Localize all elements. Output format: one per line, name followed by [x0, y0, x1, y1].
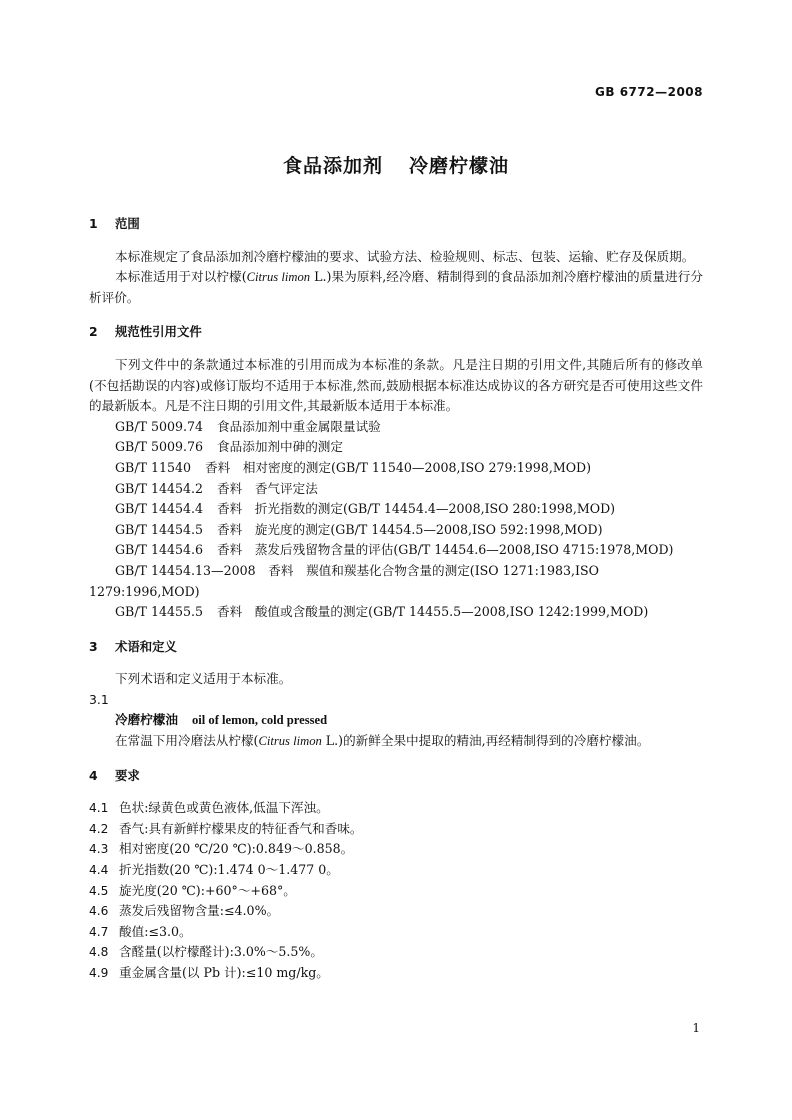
requirement-item — [89, 901, 703, 922]
section-heading-requirements — [89, 766, 703, 787]
terms-intro: 下列术语和定义适用于本标准。 — [115, 671, 292, 687]
reference-code: GB/T 14454.6 — [115, 542, 204, 558]
requirement-number: 4.1 — [89, 801, 109, 816]
text-run: L.)果为原料,经冷磨、精制得到的食品添加剂冷磨柠檬油的质量进行分析评价。 — [89, 269, 703, 305]
requirement-text: 香气:具有新鲜柠檬果皮的特征香气和香味。 — [119, 820, 363, 836]
requirement-number: 4.4 — [89, 863, 109, 878]
section-number: 3 — [89, 638, 98, 654]
text-run: L.)的新鲜全果中提取的精油,再经精制得到的冷磨柠檬油。 — [321, 733, 650, 749]
requirement-item — [89, 881, 703, 902]
requirement-text: 蒸发后残留物含量:≤4.0%。 — [119, 903, 280, 919]
term-chinese: 冷磨柠檬油 — [115, 712, 178, 728]
references-intro: 下列文件中的条款通过本标准的引用而成为本标准的条款。凡是注日期的引用文件,其随后所有的修改单(不包括勘误的内容)或修订版均不适用于本标准,然而,鼓励根据本标准达成协议的各方研究是否可使用这些文件的最新版本。凡是不注日期的引用文件,其最新版本适用于本标准。 — [89, 356, 703, 414]
requirements-list — [89, 798, 703, 983]
title-part-2: 冷磨柠檬油 — [409, 155, 510, 177]
reference-title: 香料 相对密度的测定(GB/T 11540—2008,ISO 279:1998,MOD) — [205, 459, 592, 475]
document-title — [0, 151, 792, 178]
term-english: oil of lemon, cold pressed — [191, 713, 328, 728]
requirement-number: 4.8 — [89, 945, 109, 960]
requirement-text: 相对密度(20 ℃/20 ℃):0.849～0.858。 — [119, 841, 354, 857]
reference-item — [115, 540, 703, 561]
latin-name: Citrus limon — [246, 270, 311, 285]
reference-code: GB/T 14454.5 — [115, 521, 204, 537]
section-title: 要求 — [115, 767, 140, 783]
requirement-item — [89, 798, 703, 819]
reference-title: 香料 蒸发后残留物含量的评估(GB/T 14454.6—2008,ISO 4715:1978,MOD) — [217, 542, 674, 558]
reference-title: 香料 旋光度的测定(GB/T 14454.5—2008,ISO 592:1998,MOD) — [217, 521, 603, 537]
requirement-number: 4.9 — [89, 966, 109, 980]
requirement-item — [89, 942, 703, 963]
reference-code: GB/T 11540 — [115, 459, 192, 475]
reference-item — [115, 499, 703, 520]
requirement-item — [89, 963, 703, 984]
section-number: 2 — [89, 324, 98, 340]
requirement-item — [89, 819, 703, 840]
reference-code: GB/T 5009.76 — [115, 439, 204, 455]
reference-item — [115, 458, 703, 479]
reference-title: 食品添加剂中砷的测定 — [217, 439, 343, 455]
requirement-text: 色状:绿黄色或黄色液体,低温下浑浊。 — [119, 800, 329, 816]
title-part-1: 食品添加剂 — [282, 155, 383, 177]
text-run: 本标准适用于对以柠檬( — [115, 269, 247, 285]
standard-code: GB 6772—2008 — [595, 85, 703, 99]
reference-list — [89, 417, 703, 623]
section-heading-normative-references — [89, 322, 703, 343]
section-title: 术语和定义 — [115, 638, 177, 654]
requirement-text: 酸值:≤3.0。 — [119, 923, 192, 939]
reference-item-long: GB/T 14454.13—2008 香料 羰值和羰基化合物含量的测定(ISO 1271:1983,ISO 1279:1996,MOD) — [89, 562, 599, 599]
reference-title: 食品添加剂中重金属限量试验 — [217, 418, 381, 434]
reference-code: GB/T 5009.74 — [115, 418, 204, 434]
latin-name: Citrus limon — [258, 734, 322, 749]
requirement-number: 4.3 — [89, 842, 109, 857]
reference-item — [115, 602, 703, 623]
document-body — [89, 214, 703, 984]
section-heading-scope — [89, 214, 703, 235]
reference-title: 香料 香气评定法 — [217, 480, 318, 496]
reference-item — [115, 437, 703, 458]
requirement-item — [89, 922, 703, 943]
text-run: 在常温下用冷磨法从柠檬( — [115, 733, 259, 749]
term-definition — [89, 731, 703, 752]
requirement-number: 4.5 — [89, 883, 109, 898]
requirement-number: 4.6 — [89, 904, 109, 919]
scope-paragraph-2 — [89, 267, 703, 308]
requirement-text: 重金属含量(以 Pb 计):≤10 mg/kg。 — [119, 965, 329, 980]
reference-item — [115, 417, 703, 438]
requirement-text: 含醛量(以柠檬醛计):3.0%～5.5%。 — [119, 944, 323, 960]
requirement-text: 折光指数(20 ℃):1.474 0～1.477 0。 — [119, 862, 339, 878]
reference-code: GB/T 14454.2 — [115, 480, 204, 496]
reference-code: GB/T 14455.5 — [115, 604, 204, 620]
page-number: 1 — [692, 1021, 700, 1035]
subsection-number: 3.1 — [89, 691, 109, 707]
section-title: 规范性引用文件 — [115, 324, 202, 340]
reference-code: GB/T 14454.4 — [115, 501, 204, 517]
requirement-item — [89, 839, 703, 860]
reference-item — [115, 520, 703, 541]
reference-item — [115, 479, 703, 500]
section-heading-terms — [89, 637, 703, 658]
reference-title: 香料 折光指数的测定(GB/T 14454.4—2008,ISO 280:1998,MOD) — [217, 501, 616, 517]
requirement-number: 4.7 — [89, 924, 109, 939]
scope-paragraph-1: 本标准规定了食品添加剂冷磨柠檬油的要求、试验方法、检验规则、标志、包装、运输、贮存及保质期。 — [115, 248, 695, 264]
requirement-text: 旋光度(20 ℃):+60°～+68°。 — [119, 882, 296, 898]
section-number: 4 — [89, 767, 98, 783]
section-number: 1 — [89, 216, 98, 231]
section-title: 范围 — [115, 216, 140, 231]
requirement-item — [89, 860, 703, 881]
requirement-number: 4.2 — [89, 821, 109, 836]
reference-title: 香料 酸值或含酸量的测定(GB/T 14455.5—2008,ISO 1242:1999,MOD) — [217, 604, 649, 620]
term-entry — [115, 710, 703, 731]
